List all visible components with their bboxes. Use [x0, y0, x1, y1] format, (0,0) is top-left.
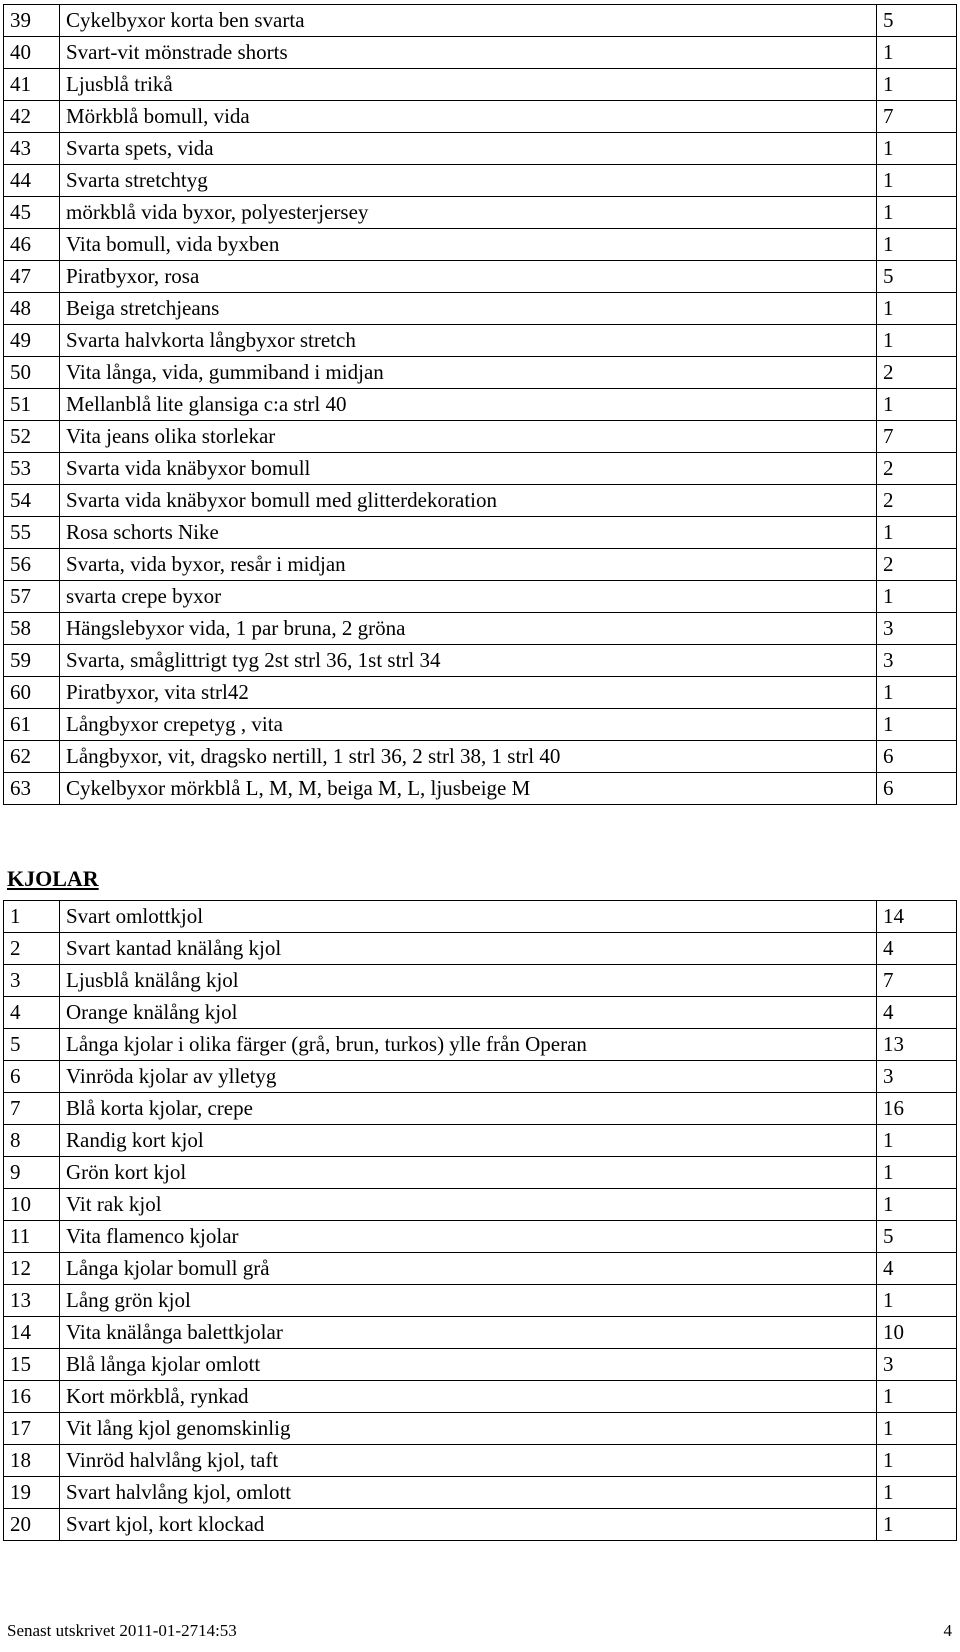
item-quantity: 5 — [877, 1221, 957, 1253]
table-row — [4, 1189, 957, 1221]
item-quantity: 10 — [877, 1317, 957, 1349]
table-row — [4, 517, 957, 549]
item-description: Vita långa, vida, gummiband i midjan — [60, 357, 877, 389]
item-description: Mörkblå bomull, vida — [60, 101, 877, 133]
item-number: 9 — [4, 1157, 60, 1189]
item-quantity: 1 — [877, 293, 957, 325]
item-number: 54 — [4, 485, 60, 517]
item-number: 60 — [4, 677, 60, 709]
item-description: Grön kort kjol — [60, 1157, 877, 1189]
table-row — [4, 69, 957, 101]
item-quantity: 2 — [877, 549, 957, 581]
item-number: 41 — [4, 69, 60, 101]
item-number: 6 — [4, 1061, 60, 1093]
item-number: 17 — [4, 1413, 60, 1445]
table-row — [4, 1285, 957, 1317]
item-quantity: 1 — [877, 1125, 957, 1157]
item-description: Vita jeans olika storlekar — [60, 421, 877, 453]
item-quantity: 7 — [877, 421, 957, 453]
table-row — [4, 549, 957, 581]
item-description: Vita bomull, vida byxben — [60, 229, 877, 261]
table-row — [4, 389, 957, 421]
item-quantity: 1 — [877, 1509, 957, 1541]
table-row — [4, 261, 957, 293]
item-description: Svarta halvkorta långbyxor stretch — [60, 325, 877, 357]
table-row — [4, 133, 957, 165]
table-row — [4, 997, 957, 1029]
item-number: 56 — [4, 549, 60, 581]
item-number: 50 — [4, 357, 60, 389]
printed-timestamp: Senast utskrivet 2011-01-2714:53 — [7, 1621, 237, 1640]
item-description: Svart halvlång kjol, omlott — [60, 1477, 877, 1509]
item-quantity: 1 — [877, 37, 957, 69]
table-row — [4, 1349, 957, 1381]
pants-inventory-table — [3, 4, 957, 805]
item-number: 43 — [4, 133, 60, 165]
item-quantity: 5 — [877, 5, 957, 37]
item-description: Ljusblå trikå — [60, 69, 877, 101]
table-row — [4, 1221, 957, 1253]
item-number: 16 — [4, 1381, 60, 1413]
item-description: Piratbyxor, vita strl42 — [60, 677, 877, 709]
table-row — [4, 933, 957, 965]
table-row — [4, 613, 957, 645]
item-quantity: 1 — [877, 389, 957, 421]
item-quantity: 1 — [877, 709, 957, 741]
item-quantity: 1 — [877, 165, 957, 197]
item-quantity: 1 — [877, 197, 957, 229]
item-description: Svarta, vida byxor, resår i midjan — [60, 549, 877, 581]
item-number: 39 — [4, 5, 60, 37]
item-description: Vita knälånga balettkjolar — [60, 1317, 877, 1349]
item-number: 5 — [4, 1029, 60, 1061]
table-row — [4, 165, 957, 197]
table-row — [4, 901, 957, 933]
item-number: 8 — [4, 1125, 60, 1157]
item-number: 46 — [4, 229, 60, 261]
item-description: Vinröda kjolar av ylletyg — [60, 1061, 877, 1093]
item-quantity: 2 — [877, 485, 957, 517]
item-number: 57 — [4, 581, 60, 613]
item-number: 7 — [4, 1093, 60, 1125]
item-description: Svart kjol, kort klockad — [60, 1509, 877, 1541]
item-description: Svarta spets, vida — [60, 133, 877, 165]
item-quantity: 3 — [877, 1061, 957, 1093]
item-number: 62 — [4, 741, 60, 773]
item-description: Långbyxor, vit, dragsko nertill, 1 strl 36, 2 strl 38, 1 strl 40 — [60, 741, 877, 773]
table-row — [4, 1061, 957, 1093]
item-quantity: 1 — [877, 325, 957, 357]
item-description: Svarta vida knäbyxor bomull med glitterdekoration — [60, 485, 877, 517]
item-description: Svart-vit mönstrade shorts — [60, 37, 877, 69]
page-footer — [7, 1620, 952, 1642]
table-row — [4, 293, 957, 325]
item-number: 52 — [4, 421, 60, 453]
item-quantity: 2 — [877, 453, 957, 485]
item-number: 15 — [4, 1349, 60, 1381]
item-description: Vit lång kjol genomskinlig — [60, 1413, 877, 1445]
item-number: 19 — [4, 1477, 60, 1509]
item-description: Vinröd halvlång kjol, taft — [60, 1445, 877, 1477]
item-quantity: 3 — [877, 1349, 957, 1381]
item-number: 49 — [4, 325, 60, 357]
table-row — [4, 677, 957, 709]
table-row — [4, 1317, 957, 1349]
item-description: Vit rak kjol — [60, 1189, 877, 1221]
item-number: 4 — [4, 997, 60, 1029]
table-row — [4, 1029, 957, 1061]
item-quantity: 1 — [877, 1381, 957, 1413]
item-number: 63 — [4, 773, 60, 805]
table-row — [4, 421, 957, 453]
table-row — [4, 581, 957, 613]
item-quantity: 1 — [877, 1157, 957, 1189]
item-description: Piratbyxor, rosa — [60, 261, 877, 293]
item-description: Svarta, småglittrigt tyg 2st strl 36, 1st strl 34 — [60, 645, 877, 677]
item-number: 55 — [4, 517, 60, 549]
item-number: 12 — [4, 1253, 60, 1285]
item-description: Långbyxor crepetyg , vita — [60, 709, 877, 741]
item-number: 20 — [4, 1509, 60, 1541]
item-number: 3 — [4, 965, 60, 997]
table-row — [4, 5, 957, 37]
item-quantity: 1 — [877, 133, 957, 165]
item-description: Orange knälång kjol — [60, 997, 877, 1029]
item-number: 10 — [4, 1189, 60, 1221]
table-row — [4, 101, 957, 133]
item-number: 11 — [4, 1221, 60, 1253]
item-quantity: 4 — [877, 997, 957, 1029]
item-quantity: 1 — [877, 1413, 957, 1445]
item-number: 58 — [4, 613, 60, 645]
item-description: Hängslebyxor vida, 1 par bruna, 2 gröna — [60, 613, 877, 645]
item-quantity: 7 — [877, 101, 957, 133]
table-row — [4, 1157, 957, 1189]
item-quantity: 1 — [877, 1445, 957, 1477]
item-description: Blå korta kjolar, crepe — [60, 1093, 877, 1125]
item-description: Lång grön kjol — [60, 1285, 877, 1317]
page-number: 4 — [943, 1621, 952, 1640]
item-description: Vita flamenco kjolar — [60, 1221, 877, 1253]
table-row — [4, 773, 957, 805]
item-description: mörkblå vida byxor, polyesterjersey — [60, 197, 877, 229]
table-row — [4, 965, 957, 997]
item-description: Rosa schorts Nike — [60, 517, 877, 549]
item-quantity: 13 — [877, 1029, 957, 1061]
table-row — [4, 1253, 957, 1285]
item-description: Ljusblå knälång kjol — [60, 965, 877, 997]
item-quantity: 3 — [877, 613, 957, 645]
item-number: 53 — [4, 453, 60, 485]
item-description: Mellanblå lite glansiga c:a strl 40 — [60, 389, 877, 421]
table-row — [4, 1125, 957, 1157]
table-row — [4, 741, 957, 773]
table-row — [4, 1477, 957, 1509]
item-quantity: 14 — [877, 901, 957, 933]
item-quantity: 1 — [877, 677, 957, 709]
item-number: 51 — [4, 389, 60, 421]
item-quantity: 7 — [877, 965, 957, 997]
table-row — [4, 357, 957, 389]
item-number: 61 — [4, 709, 60, 741]
item-quantity: 16 — [877, 1093, 957, 1125]
item-quantity: 5 — [877, 261, 957, 293]
item-description: svarta crepe byxor — [60, 581, 877, 613]
table-row — [4, 485, 957, 517]
item-description: Långa kjolar bomull grå — [60, 1253, 877, 1285]
table-row — [4, 645, 957, 677]
skirts-table-body — [4, 901, 957, 1541]
table-row — [4, 1381, 957, 1413]
table-row — [4, 197, 957, 229]
table-row — [4, 1093, 957, 1125]
table-row — [4, 1413, 957, 1445]
item-quantity: 1 — [877, 69, 957, 101]
item-quantity: 2 — [877, 357, 957, 389]
item-quantity: 1 — [877, 517, 957, 549]
item-number: 1 — [4, 901, 60, 933]
item-number: 42 — [4, 101, 60, 133]
item-description: Kort mörkblå, rynkad — [60, 1381, 877, 1413]
item-description: Svarta vida knäbyxor bomull — [60, 453, 877, 485]
item-number: 2 — [4, 933, 60, 965]
item-number: 44 — [4, 165, 60, 197]
skirts-inventory-table — [3, 900, 957, 1541]
item-quantity: 1 — [877, 1477, 957, 1509]
item-number: 13 — [4, 1285, 60, 1317]
item-description: Svart omlottkjol — [60, 901, 877, 933]
item-number: 45 — [4, 197, 60, 229]
item-quantity: 3 — [877, 645, 957, 677]
item-quantity: 1 — [877, 229, 957, 261]
item-number: 18 — [4, 1445, 60, 1477]
item-quantity: 4 — [877, 1253, 957, 1285]
table-row — [4, 709, 957, 741]
table-row — [4, 453, 957, 485]
item-quantity: 1 — [877, 581, 957, 613]
item-quantity: 6 — [877, 741, 957, 773]
item-quantity: 4 — [877, 933, 957, 965]
pants-table-body — [4, 5, 957, 805]
item-quantity: 1 — [877, 1285, 957, 1317]
item-quantity: 6 — [877, 773, 957, 805]
item-description: Svart kantad knälång kjol — [60, 933, 877, 965]
item-number: 47 — [4, 261, 60, 293]
item-description: Svarta stretchtyg — [60, 165, 877, 197]
item-number: 59 — [4, 645, 60, 677]
item-number: 14 — [4, 1317, 60, 1349]
item-description: Cykelbyxor korta ben svarta — [60, 5, 877, 37]
table-row — [4, 1445, 957, 1477]
item-number: 48 — [4, 293, 60, 325]
item-description: Långa kjolar i olika färger (grå, brun, turkos) ylle från Operan — [60, 1029, 877, 1061]
item-description: Cykelbyxor mörkblå L, M, M, beiga M, L, ljusbeige M — [60, 773, 877, 805]
table-row — [4, 229, 957, 261]
item-description: Beiga stretchjeans — [60, 293, 877, 325]
item-quantity: 1 — [877, 1189, 957, 1221]
item-number: 40 — [4, 37, 60, 69]
item-description: Blå långa kjolar omlott — [60, 1349, 877, 1381]
table-row — [4, 37, 957, 69]
table-row — [4, 1509, 957, 1541]
item-description: Randig kort kjol — [60, 1125, 877, 1157]
section-heading-kjolar: KJOLAR — [7, 866, 99, 891]
table-row — [4, 325, 957, 357]
